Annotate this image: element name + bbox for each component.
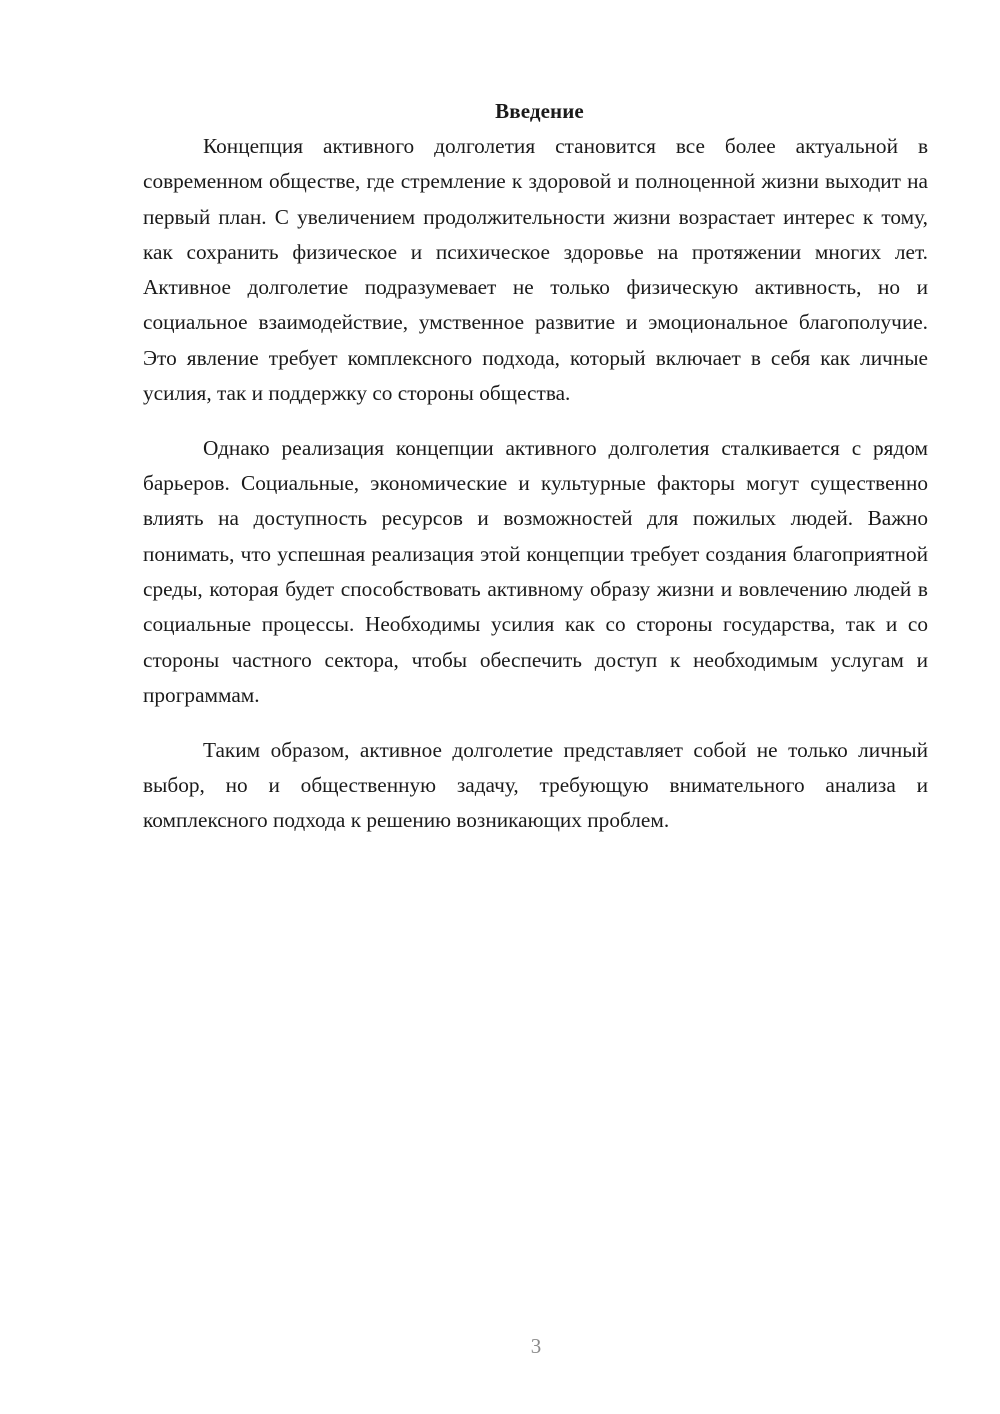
paragraph-2: Однако реализация концепции активного долголетия сталкивается с рядом барьеров. Социальные, экономические и культурные факторы могут существенно влиять на доступность ресурсов и возможностей для пожилых людей. Важно понимать, что успешная реализация этой концепции требует создания благоприятной среды, которая будет способствовать активному образу жизни и вовлечению людей в социальные процессы. Необходимы усилия как со стороны государства, так и со стороны частного сектора, чтобы обеспечить доступ к необходимым услугам и программам. — [143, 435, 928, 707]
paragraph-3: Таким образом, активное долголетие представляет собой не только личный выбор, но и общественную задачу, требующую внимательного анализа и комплексного подхода к решению возникающих проблем. — [143, 737, 928, 833]
page-number: 3 — [530, 1334, 542, 1358]
paragraph-1: Концепция активного долголетия становится все более актуальной в современном обществе, где стремление к здоровой и полноценной жизни выходит на первый план. С увеличением продолжительности жизни возрастает интерес к тому, как сохранить физическое и психическое здоровье на протяжении многих лет. Активное долголетие подразумевает не только физическую активность, но и социальное взаимодействие, умственное развитие и эмоциональное благополучие. Это явление требует комплексного подхода, который включает в себя как личные усилия, так и поддержку со стороны общества. — [143, 134, 928, 406]
page-body — [143, 96, 928, 839]
section-heading: Введение — [495, 99, 584, 123]
